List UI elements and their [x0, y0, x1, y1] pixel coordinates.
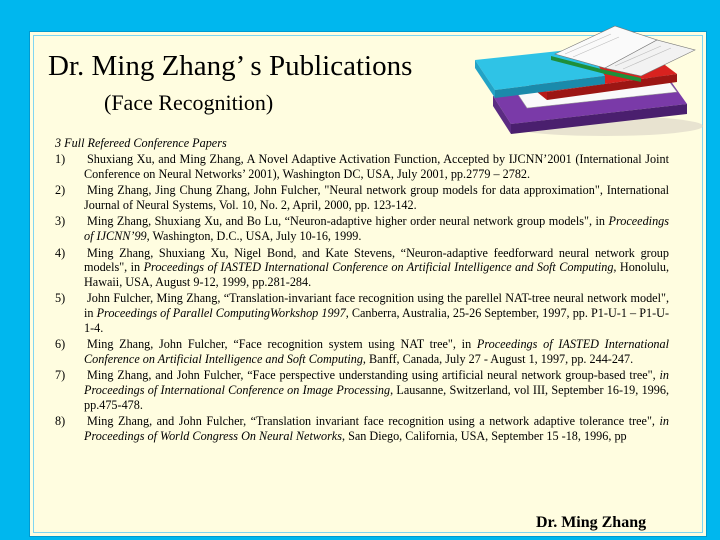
publication-text: Ming Zhang, and John Fulcher, “Translation invariant face recognition using a network adaptive tolerance tree", in Proceedings of World Congress On Neural Networks, San Diego, California, USA, September 15 -18, 1996, pp — [84, 414, 669, 443]
publication-item — [55, 183, 669, 212]
publication-text: Ming Zhang, John Fulcher, “Face recognition system using NAT tree", in Proceedings of IASTED International Conference on Artificial Intelligence and Soft Computing, Banff, Canada, July 27 - August 1, 1997, pp. 244-247. — [84, 337, 669, 366]
publication-number: 4) — [55, 245, 66, 260]
publication-text: Ming Zhang, Jing Chung Zhang, John Fulcher, "Neural network group models for data approximation", International Journal of Neural Systems, Vol. 10, No. 2, April, 2000, pp. 123-142. — [84, 183, 669, 212]
publication-item — [55, 246, 669, 290]
publication-number: 6) — [55, 337, 66, 352]
publication-list — [55, 152, 669, 445]
publication-text: Shuxiang Xu, and Ming Zhang, A Novel Adaptive Activation Function, Accepted by IJCNN’2001 (International Joint Conference on Neural Networks’ 2001), Washington DC, USA, July 2001, pp.2779 – 2782. — [84, 152, 669, 181]
publication-text: Ming Zhang, and John Fulcher, “Face perspective understanding using artificial neural network group-based tree", in Proceedings of International Conference on Image Processing, Lausanne, Switzerland, vol III, September 16-19, 1996, pp.475-478. — [84, 368, 669, 412]
publication-number: 8) — [55, 414, 66, 429]
publication-item — [55, 414, 669, 443]
page-subtitle: (Face Recognition) — [104, 90, 274, 115]
publication-text: Ming Zhang, Shuxiang Xu, and Bo Lu, “Neuron-adaptive higher order neural network group models", in Proceedings of IJCNN’99, Washington, D.C., USA, July 10-16, 1999. — [84, 214, 669, 243]
publication-item — [55, 337, 669, 366]
author-footer: Dr. Ming Zhang — [536, 514, 647, 531]
publication-item — [55, 368, 669, 412]
publication-text: Ming Zhang, Shuxiang Xu, Nigel Bond, and Kate Stevens, “Neuron-adaptive feedforward neural network group models", in Proceedings of IASTED International Conference on Artificial Intelligence and Soft Computing, Honolulu, Hawaii, USA, August 9-12, 1999, pp.281-284. — [84, 245, 669, 289]
publication-number: 2) — [55, 183, 66, 198]
page-title: Dr. Ming Zhang’ s Publications — [48, 50, 413, 82]
publication-number: 3) — [55, 214, 66, 229]
publication-number: 5) — [55, 291, 66, 306]
publication-item — [55, 152, 669, 181]
publication-item — [55, 291, 669, 335]
publication-text: John Fulcher, Ming Zhang, “Translation-invariant face recognition using the parellel NAT-tree neural network model", in Proceedings of Parallel ComputingWorkshop 1997, Canberra, Australia, 25-26 September, 1997, pp. P1-U-1 – P1-U-1-4. — [84, 291, 670, 335]
publication-item — [55, 214, 669, 243]
section-heading: 3 Full Refereed Conference Papers — [55, 136, 227, 150]
publication-number: 7) — [55, 368, 66, 383]
publication-number: 1) — [55, 152, 66, 166]
books-clipart-icon — [455, 20, 705, 140]
